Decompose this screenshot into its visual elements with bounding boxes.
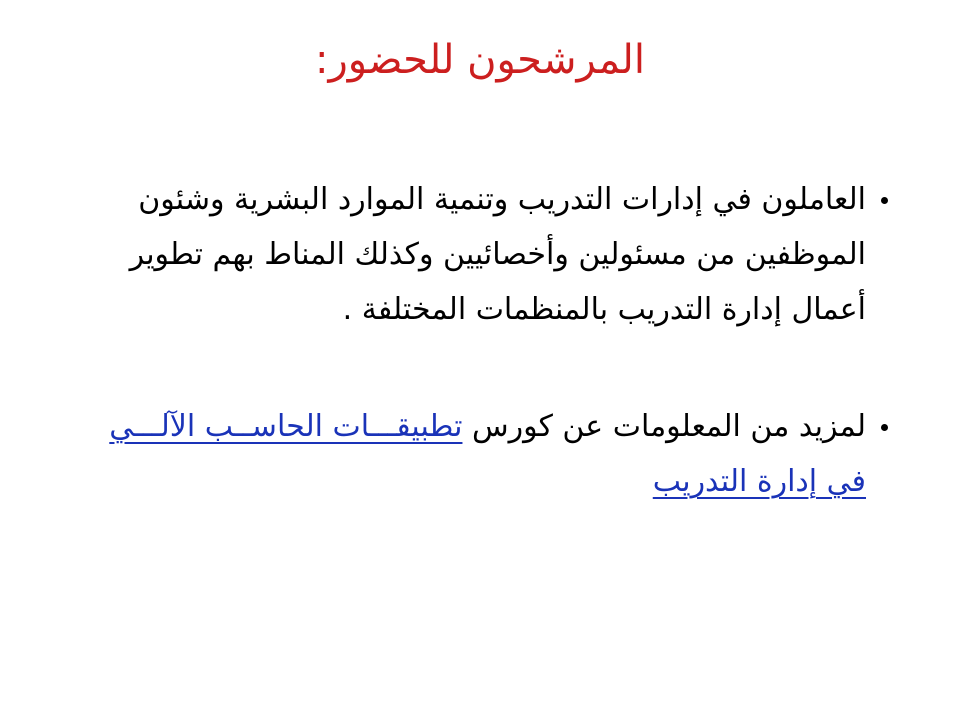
bullet-text-attendees: العاملون في إدارات التدريب وتنمية الموارد البشرية وشئون الموظفين من مسئولين وأخصائيين وكذلك المناط بهم تطوير أعمال إدارة التدريب بالمنظمات المختلفة .: [129, 182, 866, 327]
slide-title: المرشحون للحضور:: [315, 37, 645, 83]
bullet-list: [78, 172, 888, 509]
bullet-item-more-info: [78, 399, 888, 509]
bullet-item-attendees: [78, 172, 888, 337]
bullet-dot-icon: [881, 197, 888, 204]
course-link[interactable]: تطبيقـــات الحاســب الآلـــي في إدارة التدريب: [109, 409, 866, 499]
bullet-dot-icon: [881, 424, 888, 431]
bullet-text-more-info: لمزيد من المعلومات عن كورس: [462, 409, 866, 444]
